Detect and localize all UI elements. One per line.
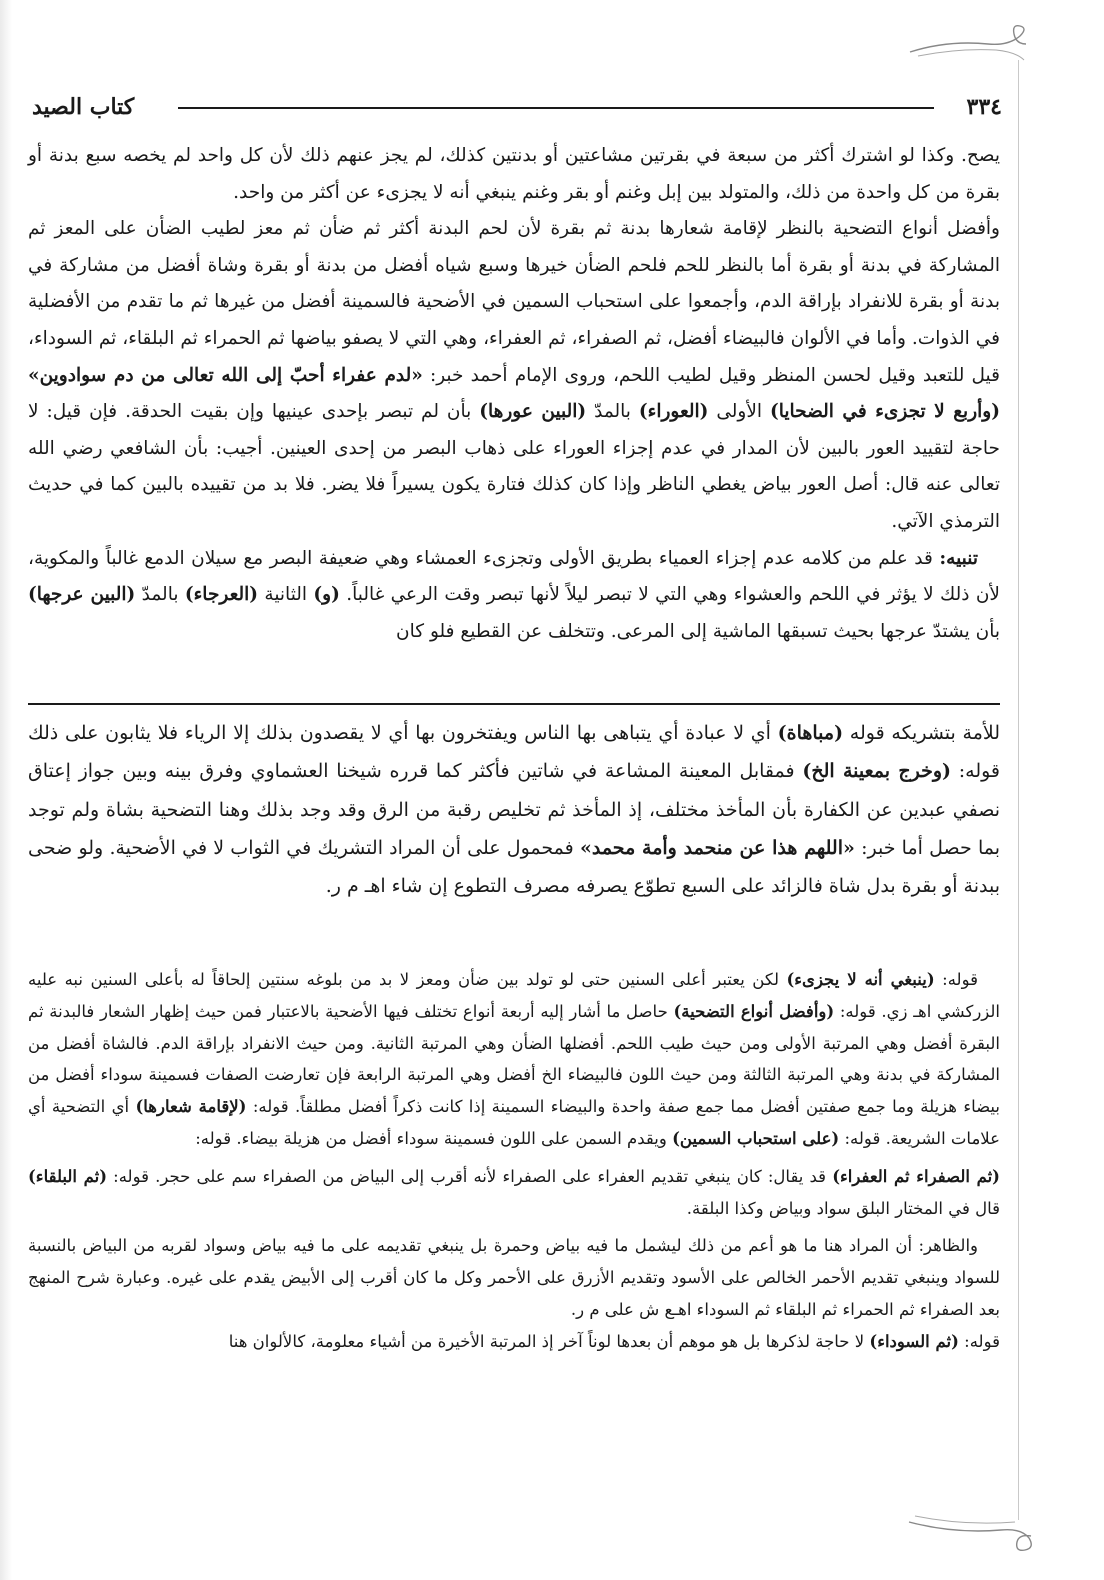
commentary-paragraph-1: للأمة بتشريكه قوله (مباهاة) أي لا عبادة أي يتباهى بها الناس ويفتخرون بها أي لا يقصدون بذلك إلا الرياء فلا يثابون على ذلك قوله: (وخرج بمعينة الخ) فمقابل المعينة المشاعة في شاتين فأكثر كما قرره شيخنا العشماوي وفرق بينه وبين جواز إعتاق نصفي عبدين عن الكفارة بأن المأخذ مختلف، إذ المأخذ ثم تخليص رقبة من الرق وقد وجد بذلك وهنا التضحية بشاة ولم توجد بما حصل أما خبر: «اللهم هذا عن منحمد وأمة محمد» فمحمول على أن المراد التشريك في الثواب لا في الأضحية. ولو ضحى ببدنة أو بقرة بدل شاة فالزائد على السبع تطوّع يصرفه مصرف التطوع إن شاء اهـ م ر. (28, 722, 1001, 898)
commentary-paragraph-2: قوله: (ينبغي أنه لا يجزىء) لكن يعتبر أعلى السنين حتى لو تولد بين ضأن ومعز لا بد من بلوغه سنتين إلحاقاً له بأعلى السنين نبه عليه الزركشي اهـ زي. قوله: (وأفضل أنواع التضحية) حاصل ما أشار إليه أربعة أنواع تختلف فيها الأضحية بالاعتبار فمن حيث إظهار الشعار فالبدنة ثم البقرة أفضل وهي المرتبة الأولى ومن حيث طيب اللحم. أفضلها الضأن وهي المرتبة الثانية. ومن حيث الانفراد بإراقة الدم. فالشاة أفضل من المشاركة في بدنة وهي المرتبة الثالثة ومن حيث اللون فالبيضاء الخ أفضل وهي المرتبة الرابعة فإن تعارضت الصفات فسمينة سوداء أفضل من بيضاء هزيلة وما جمع صفتين أفضل مما جمع صفة واحدة والبيضاء السمينة إذا كانت ذكراً أفضل مطلقاً. قوله: (لإقامة شعارها) أي التضحية أي علامات الشريعة. قوله: (على استحباب السمين) ويقدم السمن على اللون فسمينة سوداء أفضل من هزيلة بيضاء. قوله: (28, 970, 1001, 1148)
commentary-paragraph-3: (ثم الصفراء ثم العفراء) قد يقال: كان ينبغي تقديم العفراء على الصفراء لأنه أقرب إلى البياض من الصفراء سم على حجر. قوله: (ثم البلقاء) قال في المختار البلق سواد وبياض وكذا البلقة. (28, 1166, 1000, 1218)
page-header (32, 92, 1002, 124)
page-number: ٣٣٤ (966, 94, 1002, 120)
commentary-block-2 (28, 964, 1000, 1358)
main-paragraph-3: تنبيه: قد علم من كلامه عدم إجزاء العمياء بطريق الأولى وتجزىء العمشاء وهي ضعيفة البصر مع سيلان الدمع غالباً والمكوية، لأن ذلك لا يؤثر في اللحم والعشواء وهي التي لا تبصر ليلاً لأنها تبصر وقت الرعي غالباً. (و) الثانية (العرجاء) بالمدّ (البين عرجها) بأن يشتدّ عرجها بحيث تسبقها الماشية إلى المرعى. وتتخلف عن القطيع فلو كان (28, 547, 1000, 642)
main-paragraph-2: وأفضل أنواع التضحية بالنظر لإقامة شعارها بدنة ثم بقرة لأن لحم البدنة أكثر ثم ضأن ثم معز لطيب الضأن على المعز ثم المشاركة في بدنة أو بقرة أما بالنظر للحم فلحم الضأن خيرها وسبع شياه أفضل من بدنة أو بقرة وشاة أفضل من مشاركة في بدنة أو بقرة للانفراد بإراقة الدم، وأجمعوا على استحباب السمين في الأضحية فالسمينة أفضل من غيرها ثم ما تقدم من الأفضلية في الذوات. وأما في الألوان فالبيضاء أفضل، ثم الصفراء، ثم العفراء، وهي التي لا يصفو بياضها ثم الحمراء ثم البلقاء، ثم السوداء، قيل للتعبد وقيل لحسن المنظر وقيل لطيب اللحم، وروى الإمام أحمد خبر: «لدم عفراء أحبّ إلى الله تعالى من دم سوادوين» (وأربع لا تجزىء في الضحايا) الأولى (العوراء) بالمدّ (البين عورها) بأن لم تبصر بإحدى عينيها وإن بقيت الحدقة. فإن قيل: لا حاجة لتقييد العور بالبين لأن المدار في عدم إجزاء العوراء على ذهاب البصر من إحدى العينين. أجيب: بأن الشافعي رضي الله تعالى عنه قال: أصل العور بياض يغطي الناظر وإذا كان كذلك فتارة يكون يسيراً فلا يضر. فلا بد من تقييده بالبين كما في حديث الترمذي الآتي. (28, 218, 1000, 532)
page-edge-shadow (0, 0, 12, 1580)
hadith-quote: «لدم عفراء أحبّ إلى الله تعالى من دم سوادوين» (28, 364, 423, 386)
book-title: كتاب الصيد (32, 94, 135, 120)
main-paragraph-1: يصح. وكذا لو اشترك أكثر من سبعة في بقرتين مشاعتين أو بدنتين كذلك، لم يجز عنهم ذلك لأن كل واحد لم يخصه سبع بدنة أو بقرة من كل واحدة من ذلك، والمتولد بين إبل وغنم أو بقر وغنم ينبغي أنه لا يجزىء عن أكثر من واحد. (28, 145, 1000, 203)
header-rule (178, 107, 934, 109)
commentary-paragraph-5: قوله: (ثم السوداء) لا حاجة لذكرها بل هو موهم أن بعدها لوناً آخر إذ المرتبة الأخيرة من أشياء معلومة، كالألوان هنا (228, 1331, 1000, 1351)
page-border-rule (1012, 60, 1019, 1520)
commentary-block-1 (28, 714, 1000, 905)
commentary-paragraph-4: والظاهر: أن المراد هنا ما هو أعم من ذلك ليشمل ما فيه بياض وحمرة بل ينبغي تقديمه على ما فيه بياض وسواد لقربه من البياض بالنسبة للسواد وينبغي تقديم الأحمر الخالص على الأسود وتقديم الأزرق على الأحمر وكل ما كان أقرب إلى الأبيض يقدم على غيره. وعبارة شرح المنهج بعد الصفراء ثم الحمراء ثم البلقاء ثم السوداء اهـع ش على م ر. (28, 1236, 1000, 1319)
ornament-top-icon (908, 22, 1038, 62)
ornament-bottom-icon (905, 1512, 1045, 1562)
footnote-divider (28, 703, 1000, 705)
main-text (28, 138, 1000, 650)
note-label: تنبيه: (939, 547, 978, 569)
